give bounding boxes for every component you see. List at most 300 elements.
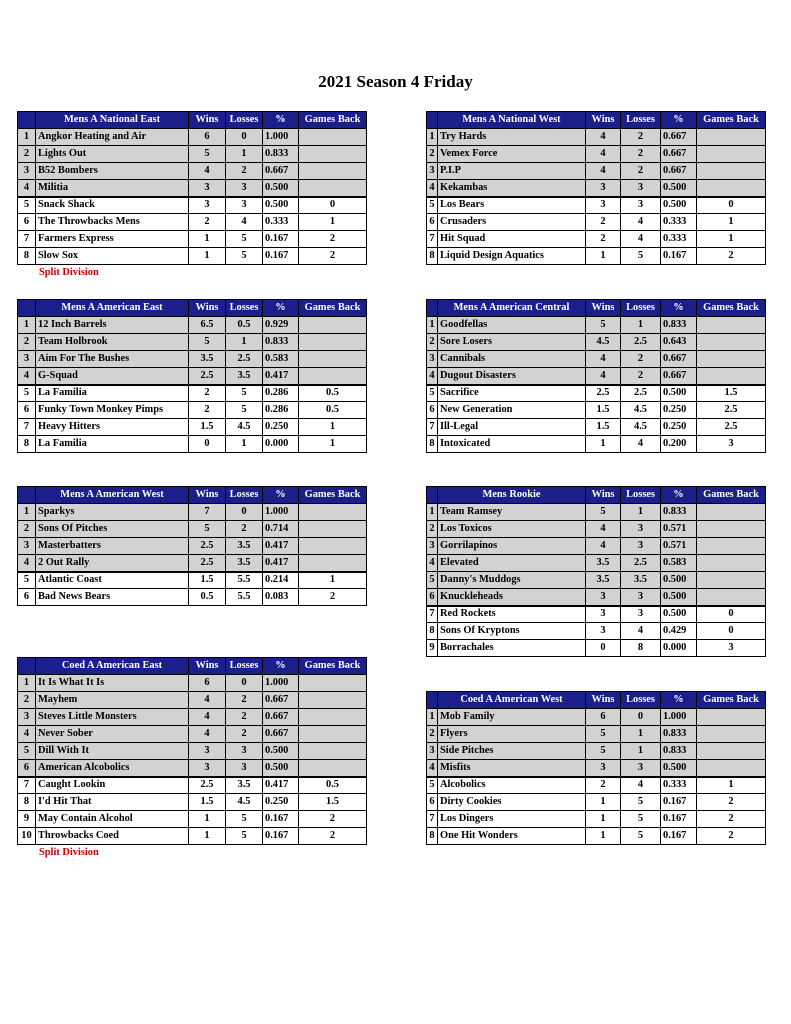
rank-cell: 2: [427, 726, 438, 743]
pct-cell: 0.583: [263, 351, 299, 368]
losses-header: Losses: [621, 112, 661, 129]
games-back-cell: [299, 521, 367, 538]
team-name: Sacrifice: [438, 385, 586, 402]
wins-cell: 3: [586, 180, 621, 197]
table-row: [427, 589, 766, 606]
games-back-cell: 0: [697, 197, 766, 214]
rank-header: [427, 692, 438, 709]
pct-cell: 0.500: [263, 197, 299, 214]
team-name: 2 Out Rally: [36, 555, 189, 572]
losses-cell: 1: [621, 317, 661, 334]
team-name: Borrachales: [438, 640, 586, 657]
wins-cell: 3: [189, 760, 226, 777]
rank-cell: 6: [18, 760, 36, 777]
pct-cell: 0.167: [263, 248, 299, 265]
rank-cell: 3: [18, 709, 36, 726]
pct-cell: 0.417: [263, 538, 299, 555]
wins-cell: 3.5: [586, 555, 621, 572]
wins-cell: 2.5: [586, 385, 621, 402]
losses-cell: 0: [621, 709, 661, 726]
table-row: [18, 248, 367, 265]
games-back-cell: [299, 555, 367, 572]
standings-table: [17, 299, 367, 453]
rank-cell: 4: [18, 368, 36, 385]
losses-cell: 3: [226, 197, 263, 214]
wins-cell: 2.5: [189, 777, 226, 794]
games-back-header: Games Back: [299, 112, 367, 129]
pct-cell: 0.250: [661, 402, 697, 419]
games-back-cell: 2: [299, 248, 367, 265]
team-name: Sore Losers: [438, 334, 586, 351]
table-row: [18, 214, 367, 231]
losses-cell: 1: [621, 743, 661, 760]
losses-cell: 3.5: [226, 368, 263, 385]
team-name: May Contain Alcohol: [36, 811, 189, 828]
games-back-cell: 2.5: [697, 402, 766, 419]
rank-cell: 4: [427, 180, 438, 197]
split-division-note: Split Division: [39, 847, 99, 858]
losses-header: Losses: [621, 300, 661, 317]
table-row: [427, 419, 766, 436]
pct-header: %: [263, 658, 299, 675]
division-title: Mens A American East: [36, 300, 189, 317]
rank-cell: 8: [427, 436, 438, 453]
wins-cell: 1: [586, 248, 621, 265]
wins-cell: 3: [586, 606, 621, 623]
wins-cell: 2: [586, 214, 621, 231]
pct-cell: 0.667: [661, 129, 697, 146]
standings-table: [426, 691, 766, 845]
team-name: Los Bears: [438, 197, 586, 214]
table-row: [18, 129, 367, 146]
pct-header: %: [661, 487, 697, 504]
pct-cell: 0.333: [661, 777, 697, 794]
rank-cell: 10: [18, 828, 36, 845]
table-row: [18, 589, 367, 606]
games-back-cell: 1: [697, 777, 766, 794]
wins-cell: 5: [586, 743, 621, 760]
team-name: American Alcobolics: [36, 760, 189, 777]
team-name: Slow Sox: [36, 248, 189, 265]
losses-cell: 3: [621, 197, 661, 214]
pct-cell: 0.500: [661, 385, 697, 402]
losses-cell: 5: [226, 811, 263, 828]
rank-cell: 7: [427, 606, 438, 623]
wins-cell: 4: [189, 709, 226, 726]
rank-cell: 5: [18, 197, 36, 214]
losses-cell: 5: [621, 828, 661, 845]
games-back-cell: [697, 146, 766, 163]
team-name: Funky Town Monkey Pimps: [36, 402, 189, 419]
division-title: Coed A American East: [36, 658, 189, 675]
rank-cell: 7: [427, 419, 438, 436]
table-row: [427, 180, 766, 197]
team-name: I'd Hit That: [36, 794, 189, 811]
rank-cell: 6: [427, 794, 438, 811]
wins-cell: 4: [586, 129, 621, 146]
pct-cell: 0.333: [263, 214, 299, 231]
rank-cell: 3: [18, 351, 36, 368]
games-back-cell: 2: [299, 828, 367, 845]
table-row: [18, 675, 367, 692]
wins-cell: 5: [586, 726, 621, 743]
losses-cell: 2: [621, 163, 661, 180]
table-row: [427, 351, 766, 368]
wins-header: Wins: [189, 487, 226, 504]
games-back-cell: [299, 709, 367, 726]
losses-cell: 0.5: [226, 317, 263, 334]
games-back-cell: [697, 334, 766, 351]
pct-cell: 0.286: [263, 385, 299, 402]
wins-cell: 1: [586, 436, 621, 453]
rank-cell: 1: [18, 504, 36, 521]
team-name: Sons Of Kryptons: [438, 623, 586, 640]
standings-table: [17, 657, 367, 845]
rank-cell: 2: [427, 521, 438, 538]
losses-cell: 1: [621, 504, 661, 521]
team-name: Dugout Disasters: [438, 368, 586, 385]
pct-cell: 0.333: [661, 214, 697, 231]
wins-cell: 6: [189, 675, 226, 692]
losses-cell: 4.5: [621, 402, 661, 419]
pct-cell: 0.667: [661, 351, 697, 368]
division-title: Mens Rookie: [438, 487, 586, 504]
wins-cell: 2: [586, 777, 621, 794]
games-back-cell: [299, 146, 367, 163]
losses-cell: 5: [621, 811, 661, 828]
rank-cell: 5: [18, 743, 36, 760]
losses-cell: 8: [621, 640, 661, 657]
games-back-cell: [299, 743, 367, 760]
losses-cell: 5: [226, 828, 263, 845]
rank-cell: 4: [18, 555, 36, 572]
wins-cell: 4: [586, 351, 621, 368]
wins-cell: 1.5: [189, 794, 226, 811]
losses-cell: 4: [621, 623, 661, 640]
wins-cell: 1.5: [586, 402, 621, 419]
wins-cell: 1: [586, 828, 621, 845]
pct-cell: 0.250: [263, 794, 299, 811]
rank-cell: 4: [427, 760, 438, 777]
games-back-cell: 0.5: [299, 777, 367, 794]
losses-cell: 4: [226, 214, 263, 231]
games-back-cell: 1.5: [697, 385, 766, 402]
team-name: Ill-Legal: [438, 419, 586, 436]
team-name: It Is What It Is: [36, 675, 189, 692]
losses-cell: 3.5: [226, 555, 263, 572]
header-row: [18, 487, 367, 504]
wins-cell: 4: [586, 538, 621, 555]
table-row: [18, 436, 367, 453]
pct-cell: 0.500: [661, 760, 697, 777]
rank-cell: 4: [18, 180, 36, 197]
pct-cell: 0.000: [661, 640, 697, 657]
rank-cell: 2: [18, 146, 36, 163]
losses-cell: 3: [621, 538, 661, 555]
team-name: Vemex Force: [438, 146, 586, 163]
pct-header: %: [263, 487, 299, 504]
rank-cell: 1: [427, 709, 438, 726]
games-back-cell: [299, 129, 367, 146]
wins-cell: 4: [586, 521, 621, 538]
standings-table: [426, 111, 766, 265]
rank-cell: 1: [18, 675, 36, 692]
losses-cell: 5: [226, 402, 263, 419]
wins-cell: 4: [189, 163, 226, 180]
division-title: Coed A American West: [438, 692, 586, 709]
pct-cell: 1.000: [263, 504, 299, 521]
team-name: Atlantic Coast: [36, 572, 189, 589]
header-row: [427, 300, 766, 317]
games-back-header: Games Back: [697, 692, 766, 709]
losses-cell: 2: [621, 368, 661, 385]
rank-cell: 8: [427, 828, 438, 845]
pct-cell: 0.500: [263, 743, 299, 760]
games-back-cell: 1: [299, 436, 367, 453]
losses-cell: 3: [621, 521, 661, 538]
team-name: Snack Shack: [36, 197, 189, 214]
team-name: B52 Bombers: [36, 163, 189, 180]
pct-cell: 0.500: [661, 197, 697, 214]
wins-cell: 3: [189, 197, 226, 214]
games-back-cell: [299, 334, 367, 351]
header-row: [427, 692, 766, 709]
rank-cell: 9: [427, 640, 438, 657]
losses-cell: 5.5: [226, 572, 263, 589]
table-row: [18, 231, 367, 248]
table-row: [427, 317, 766, 334]
pct-cell: 0.500: [263, 180, 299, 197]
pct-cell: 0.667: [263, 726, 299, 743]
games-back-cell: [697, 760, 766, 777]
standings-table: [17, 111, 367, 265]
games-back-cell: 2: [697, 794, 766, 811]
rank-cell: 2: [427, 334, 438, 351]
wins-cell: 7: [189, 504, 226, 521]
pct-cell: 0.000: [263, 436, 299, 453]
rank-cell: 6: [427, 589, 438, 606]
pct-cell: 0.571: [661, 538, 697, 555]
team-name: Heavy Hitters: [36, 419, 189, 436]
table-row: [18, 163, 367, 180]
games-back-cell: 0: [697, 623, 766, 640]
games-back-cell: [299, 538, 367, 555]
wins-cell: 3: [189, 743, 226, 760]
team-name: Knuckleheads: [438, 589, 586, 606]
rank-cell: 8: [427, 623, 438, 640]
wins-cell: 6: [189, 129, 226, 146]
games-back-header: Games Back: [697, 112, 766, 129]
wins-header: Wins: [586, 692, 621, 709]
table-row: [18, 555, 367, 572]
wins-header: Wins: [189, 300, 226, 317]
table-row: [18, 760, 367, 777]
team-name: Gorrilapinos: [438, 538, 586, 555]
losses-cell: 5: [226, 231, 263, 248]
table-row: [427, 794, 766, 811]
rank-cell: 6: [427, 214, 438, 231]
losses-cell: 3.5: [226, 777, 263, 794]
table-row: [18, 402, 367, 419]
games-back-cell: [299, 675, 367, 692]
table-row: [18, 828, 367, 845]
losses-cell: 5: [621, 794, 661, 811]
games-back-cell: [299, 351, 367, 368]
wins-cell: 6.5: [189, 317, 226, 334]
games-back-cell: 3: [697, 436, 766, 453]
table-row: [427, 129, 766, 146]
table-row: [427, 146, 766, 163]
losses-header: Losses: [226, 487, 263, 504]
team-name: Try Hards: [438, 129, 586, 146]
games-back-cell: 3: [697, 640, 766, 657]
losses-cell: 2: [226, 692, 263, 709]
games-back-cell: [697, 709, 766, 726]
games-back-cell: 0: [697, 606, 766, 623]
wins-cell: 0: [586, 640, 621, 657]
table-row: [18, 334, 367, 351]
team-name: 12 Inch Barrels: [36, 317, 189, 334]
team-name: La Familia: [36, 436, 189, 453]
games-back-header: Games Back: [299, 658, 367, 675]
rank-header: [18, 112, 36, 129]
wins-cell: 1: [189, 248, 226, 265]
games-back-cell: 1.5: [299, 794, 367, 811]
rank-cell: 5: [427, 572, 438, 589]
header-row: [427, 487, 766, 504]
table-row: [427, 743, 766, 760]
wins-cell: 4: [586, 163, 621, 180]
losses-cell: 2.5: [621, 385, 661, 402]
table-row: [18, 504, 367, 521]
team-name: La Familia: [36, 385, 189, 402]
pct-cell: 0.500: [661, 589, 697, 606]
wins-cell: 1.5: [189, 572, 226, 589]
games-back-cell: [697, 504, 766, 521]
losses-cell: 1: [226, 436, 263, 453]
table-row: [18, 811, 367, 828]
table-row: [18, 521, 367, 538]
team-name: Farmers Express: [36, 231, 189, 248]
table-row: [427, 538, 766, 555]
team-name: Los Toxicos: [438, 521, 586, 538]
pct-cell: 0.500: [661, 606, 697, 623]
header-row: [18, 658, 367, 675]
losses-cell: 2: [226, 726, 263, 743]
rank-cell: 4: [18, 726, 36, 743]
pct-cell: 0.667: [263, 709, 299, 726]
table-row: [427, 402, 766, 419]
table-row: [427, 709, 766, 726]
pct-cell: 1.000: [263, 129, 299, 146]
losses-cell: 1: [226, 334, 263, 351]
rank-cell: 5: [18, 385, 36, 402]
losses-cell: 4: [621, 231, 661, 248]
losses-cell: 2: [226, 521, 263, 538]
wins-cell: 4: [586, 146, 621, 163]
header-row: [18, 300, 367, 317]
losses-cell: 3.5: [226, 538, 263, 555]
table-row: [427, 760, 766, 777]
games-back-cell: [697, 317, 766, 334]
games-back-cell: [299, 180, 367, 197]
games-back-cell: 0.5: [299, 385, 367, 402]
games-back-header: Games Back: [299, 487, 367, 504]
team-name: Sparkys: [36, 504, 189, 521]
pct-cell: 0.643: [661, 334, 697, 351]
wins-cell: 2: [189, 214, 226, 231]
wins-cell: 3.5: [189, 351, 226, 368]
rank-cell: 3: [18, 538, 36, 555]
rank-header: [427, 487, 438, 504]
table-row: [427, 197, 766, 214]
pct-cell: 0.833: [661, 504, 697, 521]
games-back-cell: 2: [697, 828, 766, 845]
rank-cell: 9: [18, 811, 36, 828]
wins-header: Wins: [189, 658, 226, 675]
pct-cell: 0.833: [661, 317, 697, 334]
pct-cell: 0.500: [263, 760, 299, 777]
table-row: [18, 743, 367, 760]
pct-cell: 0.667: [263, 692, 299, 709]
rank-cell: 2: [18, 334, 36, 351]
team-name: Caught Lookin: [36, 777, 189, 794]
games-back-cell: [299, 726, 367, 743]
wins-cell: 1.5: [586, 419, 621, 436]
losses-cell: 5: [226, 248, 263, 265]
wins-cell: 0.5: [189, 589, 226, 606]
pct-cell: 0.571: [661, 521, 697, 538]
team-name: Team Holbrook: [36, 334, 189, 351]
table-row: [18, 385, 367, 402]
games-back-cell: 1: [299, 214, 367, 231]
losses-cell: 2: [621, 129, 661, 146]
wins-cell: 1: [586, 811, 621, 828]
wins-cell: 1: [189, 811, 226, 828]
wins-cell: 4: [189, 726, 226, 743]
pct-cell: 1.000: [661, 709, 697, 726]
team-name: Side Pitches: [438, 743, 586, 760]
rank-cell: 1: [18, 317, 36, 334]
team-name: Kekambas: [438, 180, 586, 197]
losses-cell: 3: [226, 180, 263, 197]
table-row: [18, 317, 367, 334]
games-back-cell: [697, 351, 766, 368]
pct-cell: 0.833: [661, 743, 697, 760]
header-row: [18, 112, 367, 129]
rank-cell: 7: [427, 231, 438, 248]
wins-cell: 3: [586, 623, 621, 640]
table-row: [18, 180, 367, 197]
team-name: Misfits: [438, 760, 586, 777]
games-back-header: Games Back: [697, 487, 766, 504]
rank-cell: 5: [427, 385, 438, 402]
rank-cell: 7: [427, 811, 438, 828]
team-name: Goodfellas: [438, 317, 586, 334]
rank-cell: 3: [427, 351, 438, 368]
pct-cell: 0.167: [263, 828, 299, 845]
team-name: Liquid Design Aquatics: [438, 248, 586, 265]
team-name: Never Sober: [36, 726, 189, 743]
games-back-cell: 2: [299, 811, 367, 828]
losses-cell: 0: [226, 504, 263, 521]
table-row: [18, 197, 367, 214]
table-row: [18, 794, 367, 811]
pct-cell: 0.250: [263, 419, 299, 436]
pct-cell: 1.000: [263, 675, 299, 692]
games-back-cell: [697, 589, 766, 606]
wins-cell: 3: [586, 760, 621, 777]
